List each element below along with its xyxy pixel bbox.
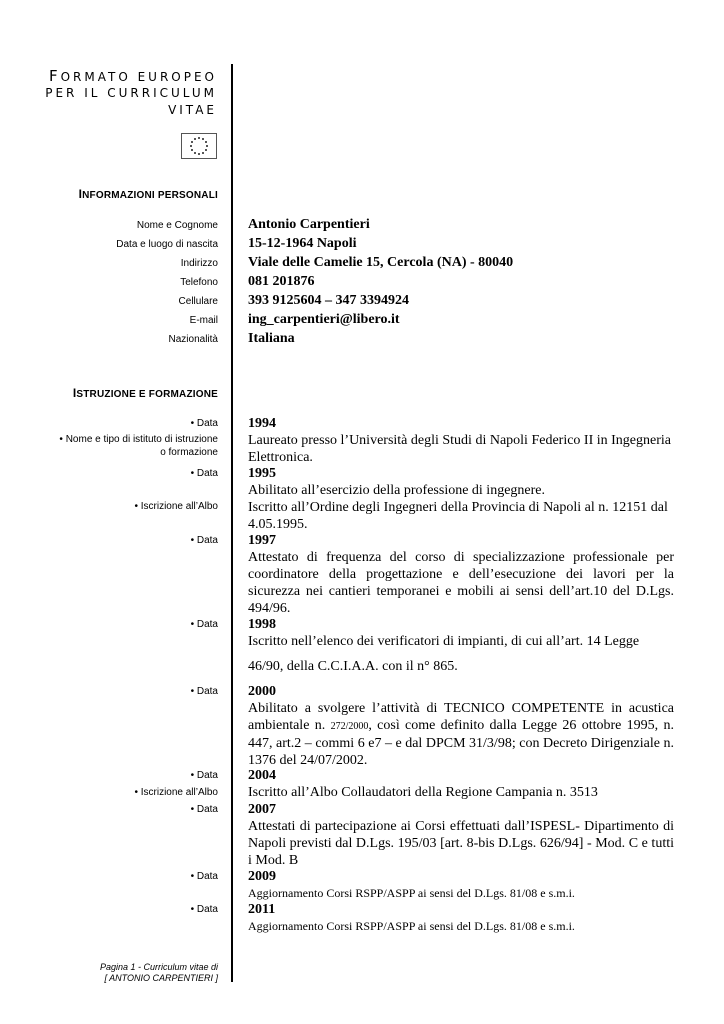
year-2011: 2011	[248, 902, 276, 917]
entry-2007-text: Attestati di partecipazione ai Corsi effettuati dall’ISPESL- Dipartimento di Napoli previsti dal D.Lgs. 195/03 [art. 8-bis D.Lgs. 626/94] - Mod. C e tutti i Mod. B	[248, 819, 674, 868]
entry-2000-text: Abilitato a svolgere l’attività di TECNICO COMPETENTE in acustica ambientale n. 272/2000, così come definito dalla Legge 26 ottobre 1995, n. 447, art.2 – commi 6 e7 – e dal DPCM 31/3/98; con Decreto Dirigenziale n. 1376 del 24/07/2002.	[248, 701, 674, 768]
entry-2009-text: Aggiornamento Corsi RSPP/ASPP ai sensi del D.Lgs. 81/08 e s.m.i.	[248, 886, 575, 900]
cv-title-line3: VITAE	[168, 103, 217, 117]
entry-1997-text: Attestato di frequenza del corso di specializzazione professionale per coordinatore della progettazione e dell’esecuzione dei lavori per la sicurezza nei cantieri temporanei e mobili ai sensi dell’art.10 del D.Lgs. 494/96.	[248, 550, 674, 616]
label-address: Indirizzo	[180, 258, 218, 269]
value-birth: 15-12-1964 Napoli	[248, 236, 357, 251]
entry-1998-text-1: Iscritto nell’elenco dei verificatori di impianti, di cui all’art. 14 Legge	[248, 634, 640, 649]
year-2004: 2004	[248, 768, 276, 783]
year-2009: 2009	[248, 869, 276, 884]
cv-title-line1: FORMATO EUROPEO	[48, 67, 217, 85]
entry-2011-text: Aggiornamento Corsi RSPP/ASPP ai sensi del D.Lgs. 81/08 e s.m.i.	[248, 919, 575, 933]
label-institute: • Nome e tipo di istituto di istruzione	[59, 434, 218, 445]
label-date: • Data	[190, 619, 218, 630]
value-address: Viale delle Camelie 15, Cercola (NA) - 80040	[248, 255, 514, 270]
year-1995: 1995	[248, 466, 276, 481]
eu-flag-icon	[181, 133, 217, 159]
entry-1998-text-2: 46/90, della C.C.I.A.A. con il n° 865.	[248, 659, 458, 674]
year-2007: 2007	[248, 802, 276, 817]
year-1997: 1997	[248, 533, 276, 548]
year-1994: 1994	[248, 416, 276, 431]
entry-2004-albo: Iscritto all’Albo Collaudatori della Regione Campania n. 3513	[248, 785, 598, 800]
value-email[interactable]: ing_carpentieri@libero.it	[248, 312, 400, 327]
label-email: E-mail	[189, 315, 218, 326]
label-name: Nome e Cognome	[136, 220, 218, 231]
entry-1994-text: Laureato presso l’Università degli Studi di Napoli Federico II in Ingegneria Elettronica.	[248, 433, 671, 465]
footer-name: [ ANTONIO CARPENTIERI ]	[104, 973, 218, 983]
vertical-divider	[231, 64, 233, 982]
label-albo: • Iscrizione all’Albo	[134, 501, 218, 512]
value-nationality: Italiana	[248, 331, 295, 346]
label-date: • Data	[190, 535, 218, 546]
section-heading-personal: INFORMAZIONI PERSONALI	[78, 187, 218, 201]
label-date: • Data	[190, 770, 218, 781]
cv-title-line2: PER IL CURRICULUM	[45, 86, 217, 100]
label-date: • Data	[190, 418, 218, 429]
label-date: • Data	[190, 804, 218, 815]
footer-page-label: Pagina 1 - Curriculum vitae di	[99, 962, 218, 972]
label-date: • Data	[190, 686, 218, 697]
year-1998: 1998	[248, 617, 276, 632]
section-heading-education: ISTRUZIONE E FORMAZIONE	[72, 386, 218, 400]
value-name: Antonio Carpentieri	[248, 217, 370, 232]
label-birth: Data e luogo di nascita	[116, 239, 218, 250]
label-nationality: Nazionalità	[168, 334, 218, 345]
label-mobile: Cellulare	[178, 296, 218, 307]
label-date: • Data	[190, 904, 218, 915]
label-date: • Data	[190, 468, 218, 479]
label-date: • Data	[190, 871, 218, 882]
year-2000: 2000	[248, 684, 276, 699]
label-phone: Telefono	[180, 277, 218, 288]
value-mobile: 393 9125604 – 347 3394924	[248, 293, 409, 308]
label-albo: • Iscrizione all’Albo	[134, 787, 218, 798]
entry-1995-albo: Iscritto all’Ordine degli Ingegneri della Provincia di Napoli al n. 12151 dal 4.05.1995.	[248, 500, 668, 532]
label-institute-2: o formazione	[160, 447, 218, 458]
entry-1995-text: Abilitato all’esercizio della professione di ingegnere.	[248, 483, 546, 498]
value-phone: 081 201876	[248, 274, 315, 289]
